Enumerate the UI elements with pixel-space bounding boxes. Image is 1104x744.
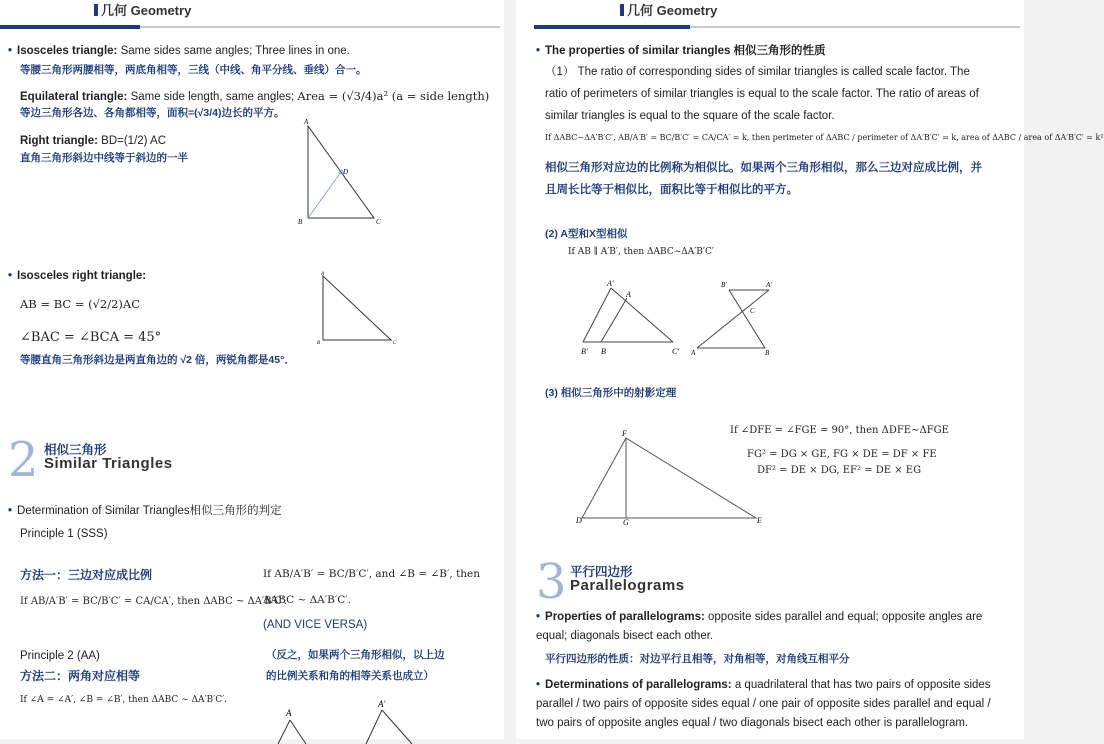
isosceles-right-label: Isosceles right triangle: xyxy=(17,270,147,282)
shadow-formula-2: FG² = DG × GE, FG × DE = DF × FE xyxy=(747,449,937,460)
label-c: C xyxy=(750,307,755,315)
label-g: G xyxy=(623,518,629,527)
right-triangle-cn: 直角三角形斜边中线等于斜边的一半 xyxy=(20,152,188,164)
header-title: 几何 Geometry xyxy=(101,3,192,18)
props-title-line: • The properties of similar triangles 相似三角形的性质 xyxy=(536,45,826,57)
principle-2: Principle 2 (AA) xyxy=(20,650,100,662)
method-2-formula: If ∠A = ∠A′, ∠B = ∠B′, then ΔABC ~ ΔA′B′C′. xyxy=(20,695,228,705)
equilateral-line xyxy=(20,90,489,105)
right-triangle-line xyxy=(20,135,166,149)
vice-versa-cn-2: 的比例关系和角的相等关系也成立） xyxy=(266,670,434,682)
label-a-prime: A′ xyxy=(766,281,772,289)
right-triangle-label: Right triangle: xyxy=(20,135,98,147)
method-1-formula: If AB/A′B′ = BC/B′C′ = CA/CA′, then ΔABC ~ ΔA′B′C′. xyxy=(20,596,287,607)
props-title: The properties of similar triangles 相似三角形的性质 xyxy=(545,45,826,57)
section-title-en: Similar Triangles xyxy=(44,455,173,472)
header-rule xyxy=(534,26,1020,28)
equilateral-text: Same side length, same angles; xyxy=(130,91,295,103)
section-number: 3 xyxy=(536,554,567,610)
parallelogram-properties-label: Properties of parallelograms: xyxy=(545,611,705,623)
page-header xyxy=(620,0,717,19)
principle-1: Principle 1 (SSS) xyxy=(20,528,108,540)
header-marker xyxy=(94,4,98,16)
label-b: B xyxy=(298,218,303,226)
label-a: A xyxy=(286,708,292,718)
determination-line: • Determination of Similar Triangles相似三角形的判定 xyxy=(8,505,282,517)
label-a: A xyxy=(626,290,631,299)
parallelogram-properties-text: opposite sides parallel and equal; opposite angles are equal; diagonals bisect each other. xyxy=(536,611,983,642)
median-bd xyxy=(308,172,341,218)
parallelogram-properties: • Properties of parallelograms: opposite sides parallel and equal; opposite angles are equal; diagonals bisect each other. xyxy=(536,611,983,642)
left-page xyxy=(0,0,504,739)
determination-label: Determination of Similar Triangles相似三角形的判定 xyxy=(17,505,282,517)
shadow-theorem-title: (3) 相似三角形中的射影定理 xyxy=(545,387,677,399)
label-e: E xyxy=(757,516,762,525)
section-title-en: Parallelograms xyxy=(570,577,685,594)
x-type-figure xyxy=(691,280,791,360)
right-page xyxy=(516,0,1104,739)
a-x-title: (2) A型和X型相似 xyxy=(545,228,628,240)
label-d: D xyxy=(576,516,582,525)
isosceles-cn: 等腰三角形两腰相等，两底角相等，三线（中线、角平分线、垂线）合一。 xyxy=(20,64,367,76)
right-triangle-figure xyxy=(296,118,386,228)
equilateral-formula: Area = (√3/4)a² (a = side length) xyxy=(297,89,490,103)
sas-line-1: If AB/A′B′ = BC/B′C′, and ∠B = ∠B′, then xyxy=(263,568,481,580)
right-triangle-formula: BD=(1/2) AC xyxy=(101,135,167,147)
isosceles-text: Same sides same angles; Three lines in one. xyxy=(120,45,350,57)
aa-figure xyxy=(270,699,430,744)
label-a-prime: A′ xyxy=(378,699,386,709)
isosceles-right-shape xyxy=(323,276,391,340)
parallelogram-determinations-label: Determinations of parallelograms: xyxy=(545,679,732,691)
shadow-theorem-figure xyxy=(576,430,776,526)
isosceles-right-line: • Isosceles right triangle: xyxy=(8,270,147,282)
equilateral-cn: 等边三角形各边、各角都相等，面积=(√3/4)边长的平方。 xyxy=(20,107,285,119)
label-b: B xyxy=(601,347,606,356)
label-a: A xyxy=(691,349,696,357)
parallelogram-properties-cn: 平行四边形的性质：对边平行且相等，对角相等，对角线互相平分 xyxy=(545,653,850,665)
props-formula: If ΔABC~ΔA′B′C′, AB/A′B′ = BC/B′C′ = CA/CA′ = k, then perimeter of ΔABC / perimeter of ΔA′B′C′ = k, area of ΔABC / area of ΔA′B′C′ = k² xyxy=(545,133,1104,142)
section-number: 2 xyxy=(8,432,39,488)
label-b-prime: B′ xyxy=(721,281,727,289)
label-c: C xyxy=(393,341,397,346)
props-paragraph-1: （1） The ratio of corresponding sides of similar triangles is called scale factor. The ratio of perimeters of similar triangles is equal to the scale factor. The ratio of areas of similar triangles is equal to the square of the scale factor. xyxy=(545,66,979,122)
label-c: C xyxy=(376,218,381,226)
label-c-prime: C′ xyxy=(672,347,680,356)
isosceles-line: • Isosceles triangle: Same sides same angles; Three lines in one. xyxy=(8,45,350,57)
method-2: 方法二：两角对应相等 xyxy=(20,669,141,683)
parallelogram-determinations: • Determinations of parallelograms: a quadrilateral that has two pairs of opposite sides parallel / two pairs of opposite sides equal / one pair of opposite sides parallel and equal / two pairs of opposite angles equal / two diagonals bisect each other is parallelogram. xyxy=(536,679,991,729)
label-b: B xyxy=(765,349,770,357)
label-d: D xyxy=(343,168,349,176)
section-title-cn: 相似三角形 xyxy=(44,443,107,457)
label-a: A xyxy=(321,272,325,277)
label-f: F xyxy=(622,429,627,438)
method-1: 方法一：三边对应成比例 xyxy=(20,568,153,582)
vice-versa-cn-1: （反之，如果两个三角形相似，以上边 xyxy=(266,649,445,661)
isosceles-right-formula-2: ∠BAC = ∠BCA = 45° xyxy=(20,330,162,345)
header-rule xyxy=(0,26,500,28)
isosceles-right-cn: 等腰直角三角形斜边是两直角边的 √2 倍，两锐角都是45°． xyxy=(20,354,295,366)
isosceles-label: Isosceles triangle: xyxy=(17,45,118,57)
isosceles-right-formula-1: AB = BC = (√2/2)AC xyxy=(20,297,141,311)
header-title: 几何 Geometry xyxy=(627,3,718,18)
a-x-formula: If AB ∥ A′B′, then ΔABC~ΔA′B′C′ xyxy=(568,247,714,257)
header-marker xyxy=(620,4,624,16)
shadow-formula-1: If ∠DFE = ∠FGE = 90°, then ΔDFE~ΔFGE xyxy=(730,425,949,436)
label-a-prime: A′ xyxy=(607,279,614,288)
sas-line-2: ΔABC ~ ΔA′B′C′. xyxy=(263,594,351,606)
label-b-prime: B′ xyxy=(581,347,588,356)
equilateral-label: Equilateral triangle: xyxy=(20,91,128,103)
label-b: B xyxy=(317,341,321,346)
isosceles-right-figure xyxy=(315,272,405,347)
page-header xyxy=(94,0,191,19)
parallelogram-determinations-text: a quadrilateral that has two pairs of opposite sides parallel / two pairs of opposite sides equal / one pair of opposite sides parallel and equal / two pairs of opposite angles equal / two diagonals bisect each other is parallelogram. xyxy=(536,679,991,729)
vice-versa: (AND VICE VERSA) xyxy=(263,619,368,631)
label-a: A xyxy=(304,118,309,126)
props-cn: 相似三角形对应边的比例称为相似比。如果两个三角形相似，那么三边对应成比例，并且周长比等于相似比，面积比等于相似比的平方。 xyxy=(545,162,982,196)
shadow-formula-3: DF² = DE × DG, EF² = DE × EG xyxy=(757,465,922,476)
a-type-figure xyxy=(581,280,691,360)
triangle-dfe xyxy=(582,438,756,518)
section-title-cn: 平行四边形 xyxy=(570,565,633,579)
